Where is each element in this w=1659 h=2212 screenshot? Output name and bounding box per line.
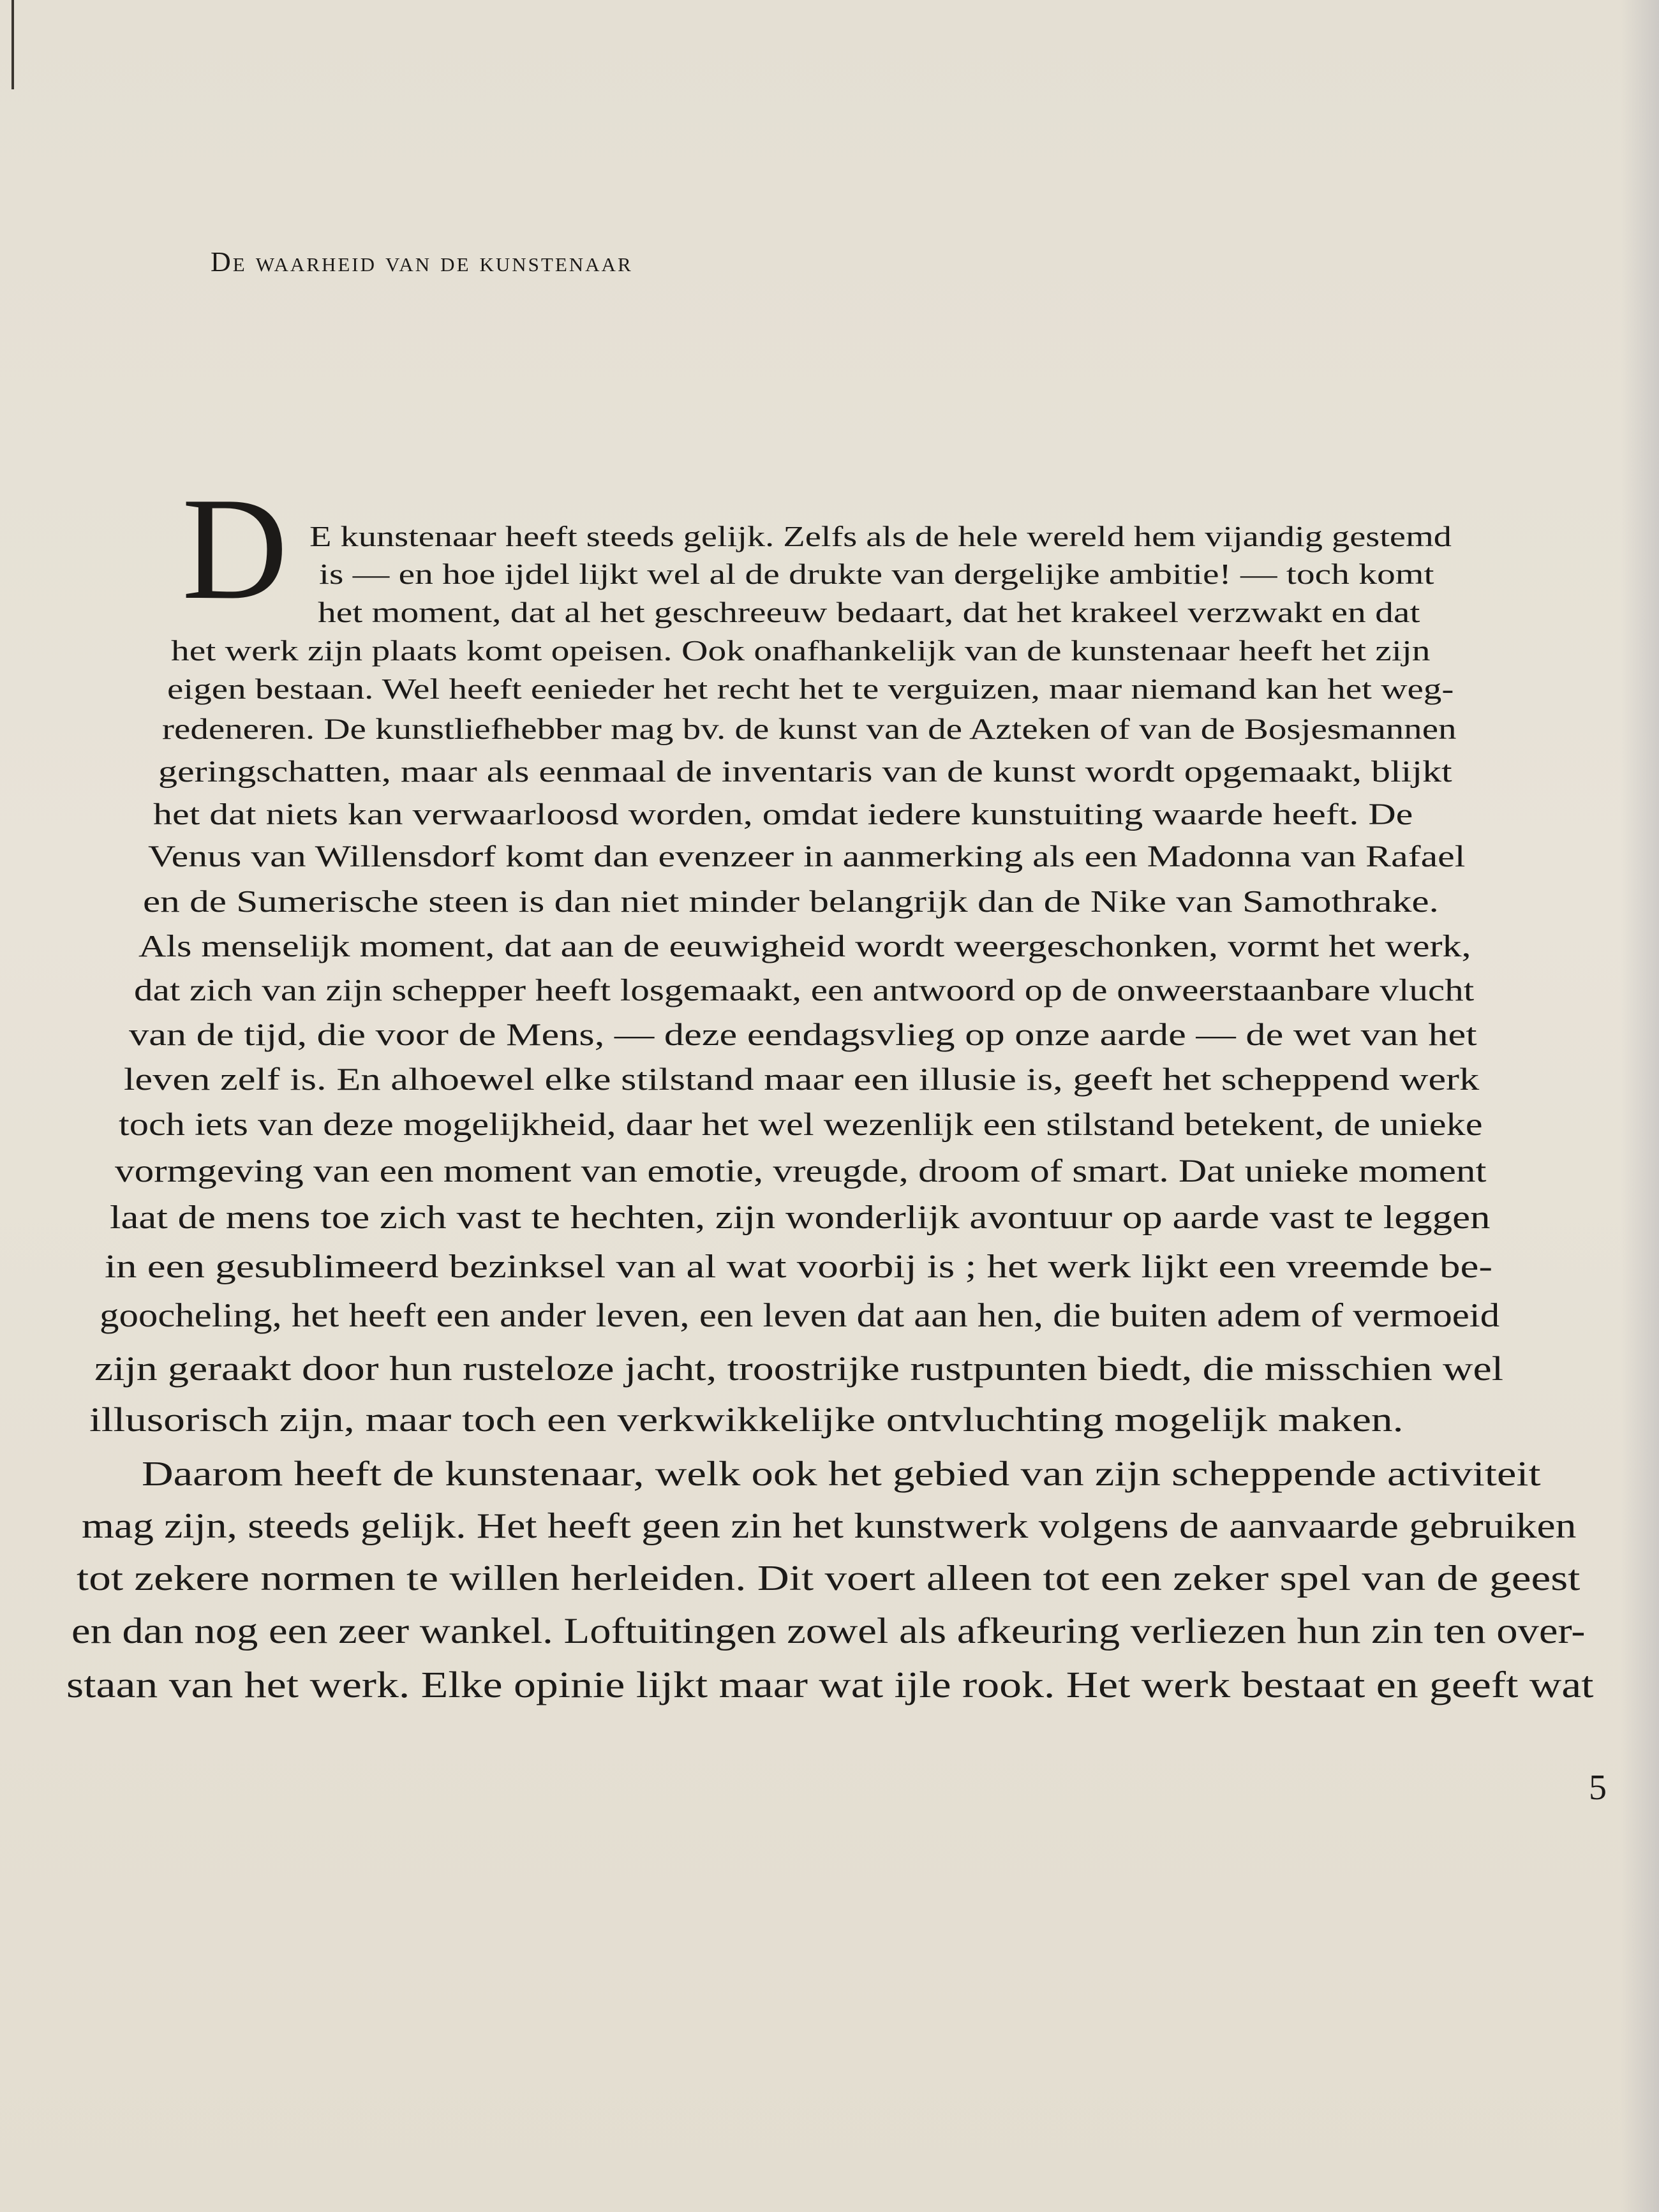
text-line: en dan nog een zeer wankel. Loftuitingen zowel als afkeuring verliezen hun zin ten over- bbox=[71, 1611, 1586, 1651]
text-line: geringschatten, maar als eenmaal de inventaris van de kunst wordt opgemaakt, blijkt bbox=[158, 755, 1452, 789]
text-line: staan van het werk. Elke opinie lijkt maar wat ijle rook. Het werk bestaat en geeft wat bbox=[66, 1664, 1594, 1705]
drop-cap: D bbox=[182, 467, 288, 630]
text-line: Als menselijk moment, dat aan de eeuwigheid wordt weergeschonken, vormt het werk, bbox=[138, 928, 1471, 963]
text-line: Daarom heeft de kunstenaar, welk ook het gebied van zijn scheppende activiteit bbox=[142, 1454, 1541, 1493]
text-line: toch iets van deze mogelijkheid, daar het wel wezenlijk een stilstand betekent, de unieke bbox=[119, 1107, 1483, 1143]
text-line: eigen bestaan. Wel heeft eenieder het recht het te verguizen, maar niemand kan het weg- bbox=[167, 672, 1454, 705]
text-line: redeneren. De kunstliefhebber mag bv. de kunst van de Azteken of van de Bosjesmannen bbox=[162, 713, 1457, 746]
text-line: het dat niets kan verwaarloosd worden, omdat iedere kunstuiting waarde heeft. De bbox=[153, 798, 1413, 831]
text-line: tot zekere normen te willen herleiden. Dit voert alleen tot een zeker spel van de geest bbox=[77, 1559, 1581, 1598]
text-line: van de tijd, die voor de Mens, — deze eendagsvlieg op onze aarde — de wet van het bbox=[129, 1016, 1477, 1052]
text-line: is — en hoe ijdel lijkt wel al de drukte van dergelijke ambitie! — toch komt bbox=[319, 558, 1434, 590]
text-line: mag zijn, steeds gelijk. Het heeft geen zin het kunstwerk volgens de aanvaarde gebruiken bbox=[82, 1506, 1577, 1546]
text-line: goocheling, het heeft een ander leven, een leven dat aan hen, die buiten adem of vermoeid bbox=[100, 1297, 1500, 1334]
text-line: en de Sumerische steen is dan niet minder belangrijk dan de Nike van Samothrake. bbox=[143, 884, 1439, 919]
text-line: vormgeving van een moment van emotie, vreugde, droom of smart. Dat unieke moment bbox=[115, 1154, 1487, 1189]
binding-edge bbox=[11, 0, 14, 89]
text-line: zijn geraakt door hun rusteloze jacht, troostrijke rustpunten biedt, die misschien wel bbox=[94, 1349, 1504, 1388]
text-line: het moment, dat al het geschreeuw bedaart, dat het krakeel verzwakt en dat bbox=[318, 596, 1420, 628]
text-line: E kunstenaar heeft steeds gelijk. Zelfs als de hele wereld hem vijandig gestemd bbox=[309, 520, 1452, 553]
chapter-heading: De waarheid van de kunstenaar bbox=[211, 246, 633, 278]
text-line: in een gesublimeerd bezinksel van al wat voorbij is ; het werk lijkt een vreemde be- bbox=[105, 1249, 1492, 1285]
text-line: Venus van Willensdorf komt dan evenzeer in aanmerking als een Madonna van Rafael bbox=[148, 840, 1466, 873]
text-line: dat zich van zijn schepper heeft losgemaakt, een antwoord op de onweerstaanbare vlucht bbox=[134, 972, 1475, 1007]
text-line: leven zelf is. En alhoewel elke stilstand maar een illusie is, geeft het scheppend werk bbox=[124, 1061, 1480, 1097]
page-number: 5 bbox=[1589, 1768, 1607, 1807]
text-line: laat de mens toe zich vast te hechten, zijn wonderlijk avontuur op aarde vast te leggen bbox=[110, 1199, 1491, 1236]
text-line: het werk zijn plaats komt opeisen. Ook onafhankelijk van de kunstenaar heeft het zijn bbox=[171, 634, 1431, 667]
text-line: illusorisch zijn, maar toch een verkwikkelijke ontvluchting mogelijk maken. bbox=[89, 1400, 1404, 1439]
page-edge-shadow bbox=[1621, 0, 1659, 2212]
